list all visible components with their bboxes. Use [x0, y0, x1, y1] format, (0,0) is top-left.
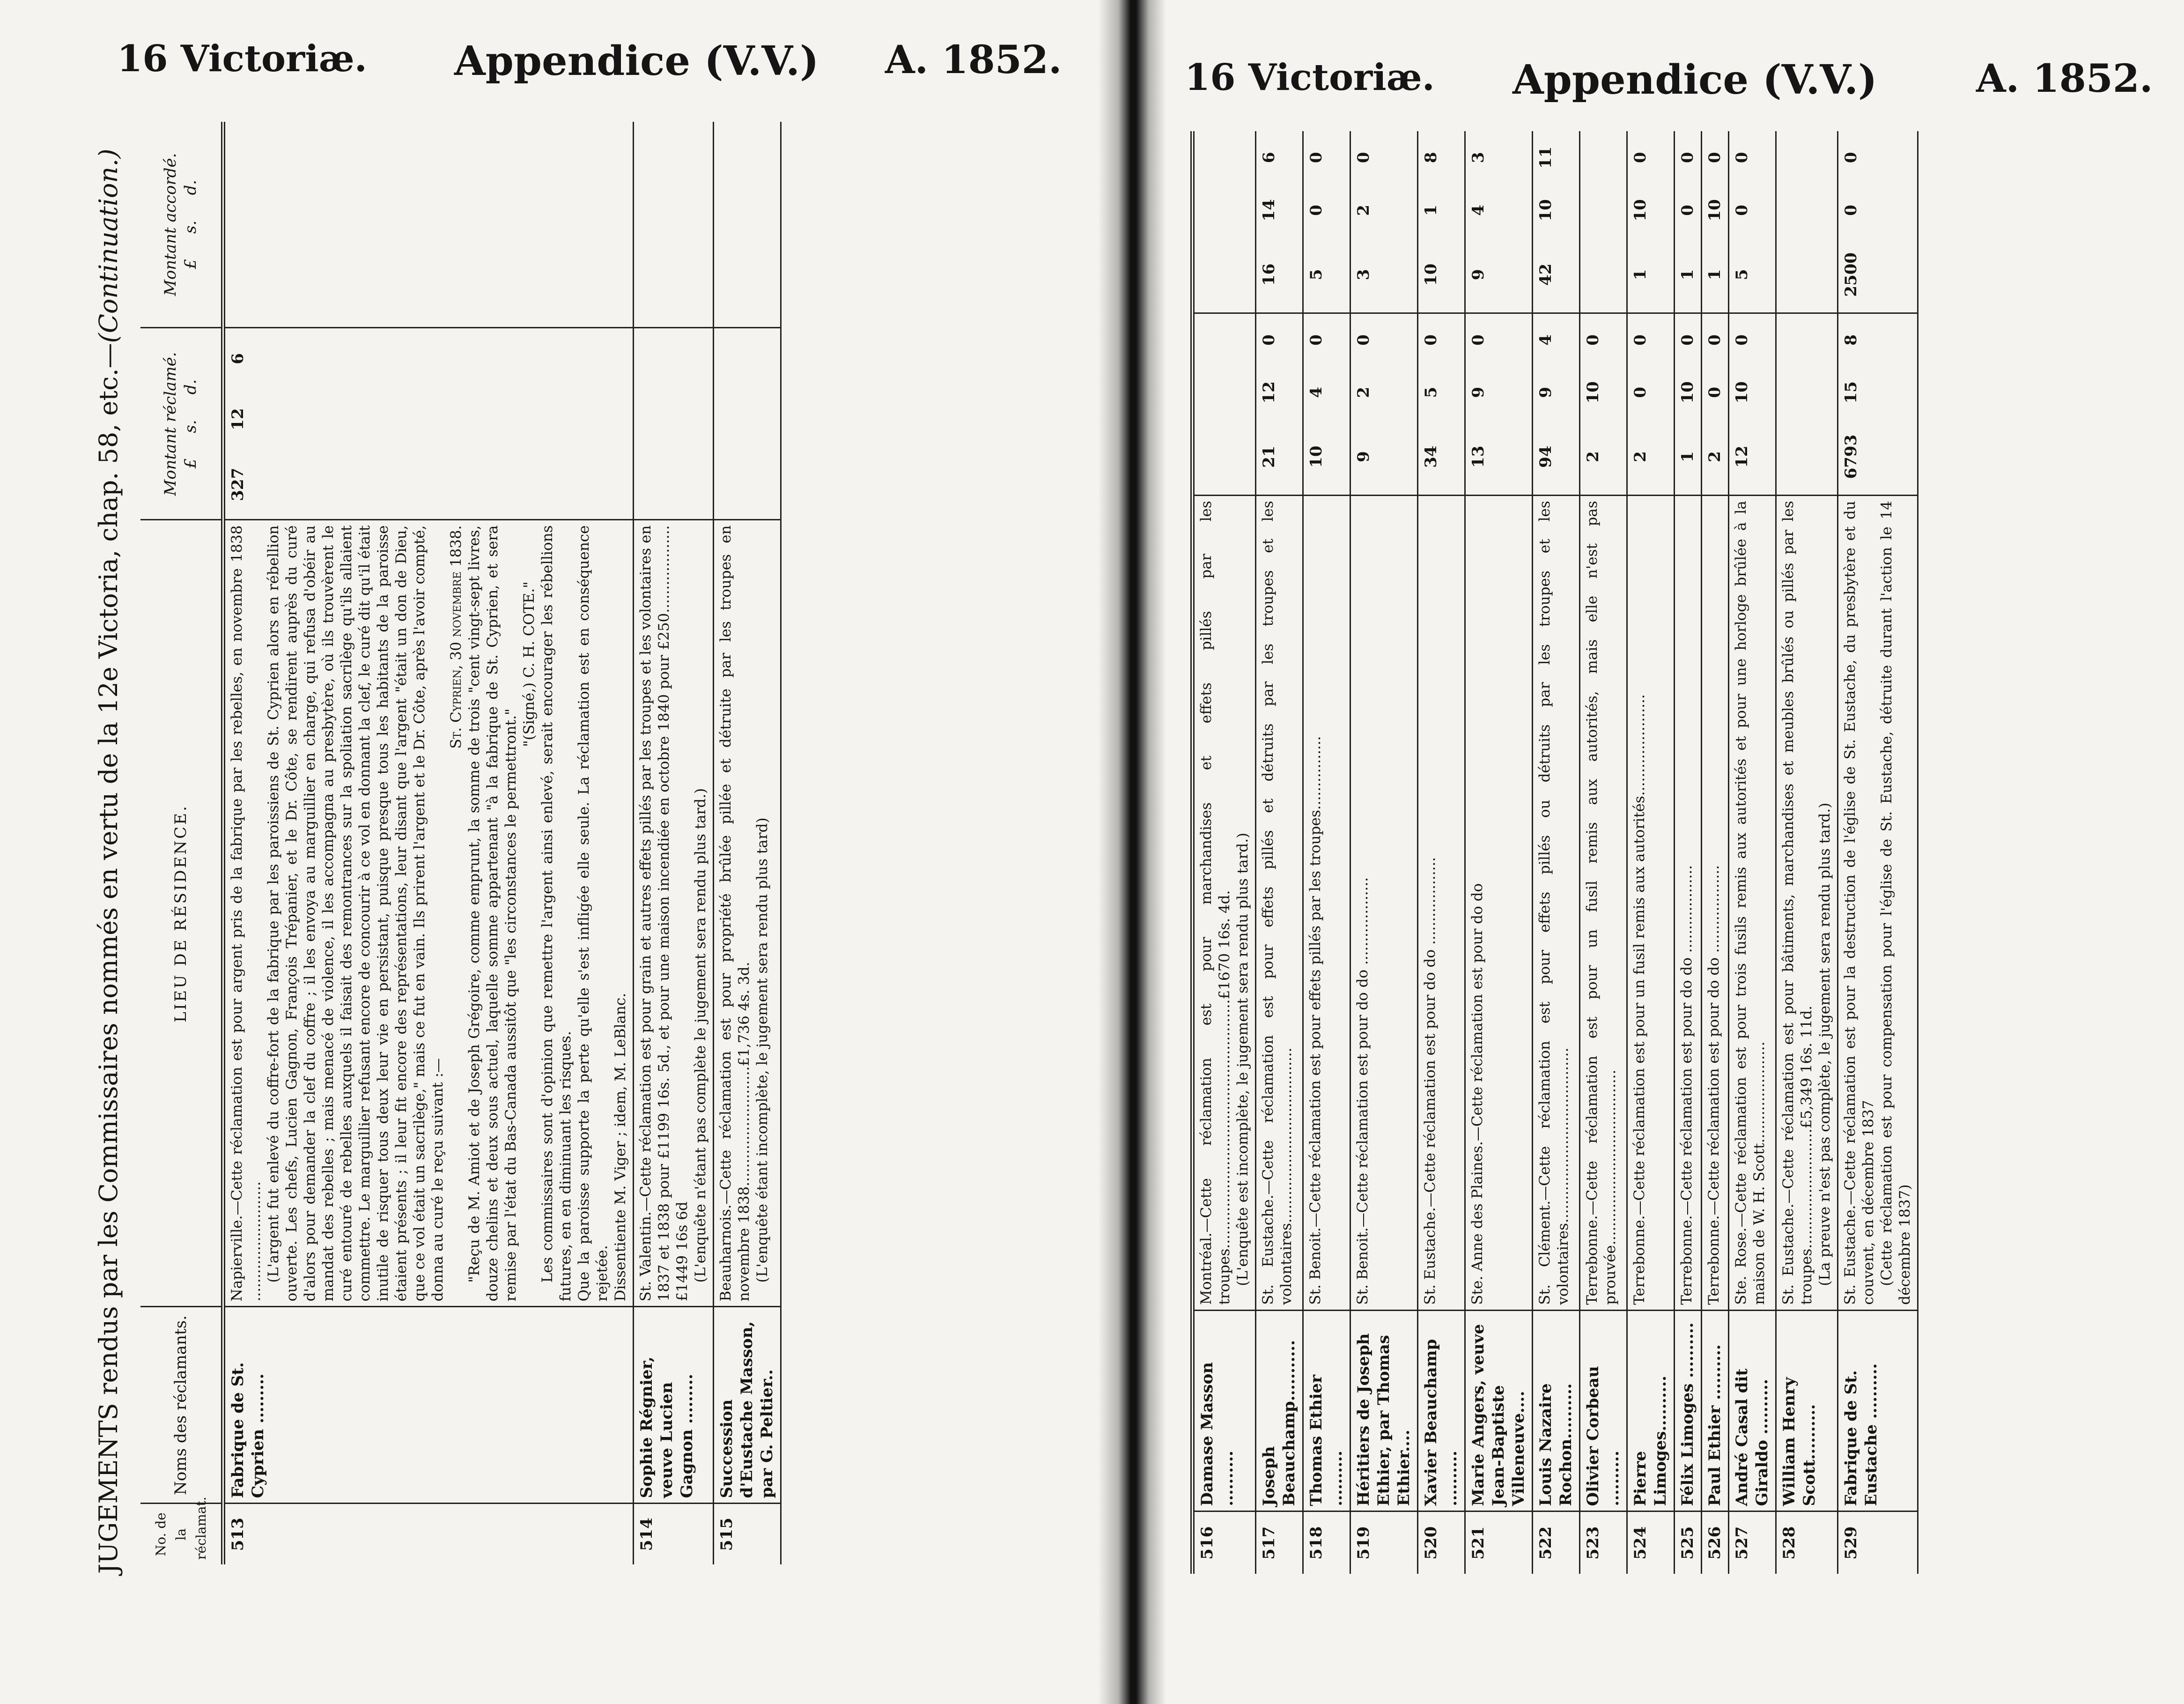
table-row [1350, 131, 1418, 1574]
claimant-name: Paul Ethier .......... [1702, 1310, 1729, 1511]
claimed-shillings: 15 [1842, 381, 1860, 404]
claimed-pounds: 34 [1422, 445, 1440, 468]
claimed-pounds [634, 450, 714, 520]
col-header-residence: LIEU DE RÉSIDENCE. [140, 520, 223, 1307]
claimant-name: André Casal dit Giraldo .......... [1729, 1310, 1776, 1511]
claimed-pounds: 327 [229, 467, 247, 501]
caption-text: JUGEMENTS rendus par les Commissaires nommés en vertu de la 12e Victoria, chap. 58, etc.— [94, 343, 123, 1574]
claim-number: 519 [1350, 1511, 1418, 1574]
desc-line: (L'enquête étant incomplète, le jugement sera rendu plus tard) [754, 817, 771, 1283]
granted-pounds: 5 [1733, 269, 1751, 281]
granted-pence: 11 [1536, 146, 1555, 169]
col-header-claimed [140, 328, 223, 520]
granted-shillings: 0 [1733, 205, 1751, 216]
granted-pounds: 9 [1469, 269, 1488, 281]
residence-description [1776, 496, 1838, 1311]
claimed-pounds: 2 [1631, 451, 1650, 462]
desc-line: St. Valentin.—Cette réclamation est pour grain et autres effets pillés par les troupes et les volontaires en 1837 et 1838 pour £1199 16s. 5d., et pour une maison incendiée en octobre 1840 pour £250...................£1449 16s 6d [637, 525, 691, 1302]
desc-line: St. Benoit.—Cette réclamation est pour do do ................... [1354, 877, 1371, 1305]
claim-number: 523 [1580, 1511, 1627, 1574]
claimed-pence: 0 [1465, 313, 1533, 366]
granted-pounds [1580, 237, 1627, 313]
residence-description [634, 520, 714, 1307]
desc-line: "(Signé,) C. H. COTE." [521, 581, 538, 747]
desc-line: Ste. Anne des Plaines.—Cette réclamation est pour do do [1469, 883, 1486, 1305]
table-row [1533, 131, 1580, 1574]
claimed-shillings [1776, 366, 1838, 419]
desc-line: Terrebonne.—Cette réclamation est pour un fusil remis aux autorités...................... [1631, 694, 1648, 1305]
claim-number: 524 [1627, 1511, 1675, 1574]
table-row [1675, 131, 1702, 1574]
left-page-header [117, 37, 1062, 89]
claimed-shillings: 0 [1705, 386, 1724, 398]
table-row [1303, 131, 1350, 1574]
granted-pence: 0 [1705, 152, 1724, 163]
granted-shillings [1580, 184, 1627, 237]
table-caption [94, 148, 123, 1574]
claimed-shillings: 10 [1733, 381, 1751, 404]
desc-line: (Cette réclamation est pour compensation pour l'église de St. Eustache, détruite durant l'action le 14 décembre 1837) [1878, 501, 1913, 1305]
claimed-pence: 4 [1533, 313, 1580, 366]
granted-pounds [634, 258, 714, 328]
claimed-pounds: 94 [1536, 445, 1555, 468]
granted-pounds: 1 [1705, 269, 1724, 281]
desc-line: St. Cyprien, 30 novembre 1838. [448, 525, 465, 749]
claimed-pounds: 13 [1469, 445, 1488, 468]
granted-pence: 0 [1307, 152, 1326, 163]
residence-description [1675, 496, 1702, 1311]
claimed-pence: 0 [1675, 313, 1702, 366]
granted-shillings: 10 [1631, 199, 1650, 222]
desc-line: Terrebonne.—Cette réclamation est pour do do ................... [1678, 865, 1695, 1305]
claim-number: 517 [1256, 1511, 1303, 1574]
residence-description [1702, 496, 1729, 1311]
residence-description [1465, 496, 1533, 1311]
judgement-table-left [140, 122, 782, 1564]
granted-pence [1776, 131, 1838, 184]
granted-pounds: 3 [1354, 269, 1373, 281]
desc-line: Beauharnois.—Cette réclamation est pour propriété brûlée pillée et détruite par les troupes en novembre 1838..........................£1,736 4s. 3d. [717, 525, 753, 1302]
claim-number: 525 [1675, 1511, 1702, 1574]
desc-line: St. Eustache.—Cette réclamation est pour effets pillés et détruits par les troupes et les volontaires...................................... [1260, 501, 1295, 1305]
claimed-pence: 0 [1627, 313, 1675, 366]
granted-pence [714, 122, 781, 192]
claimed-shillings: 2 [1354, 386, 1373, 398]
claimed-pence: 0 [1418, 313, 1465, 366]
claimed-pence [1193, 313, 1256, 366]
granted-pence: 0 [1842, 152, 1860, 163]
claim-number: 515 [714, 1504, 781, 1564]
desc-line: St. Eustache.—Cette réclamation est pour la destruction de l'église de St. Eustache, du presbytère et du couvent, en décembre 1837 [1842, 501, 1877, 1305]
claim-number: 528 [1776, 1511, 1838, 1574]
granted-shillings: 1 [1422, 205, 1440, 216]
table-row [1256, 131, 1303, 1574]
claimed-pence [1776, 313, 1838, 366]
claimed-pence [714, 328, 781, 389]
granted-pounds: 2500 [1842, 252, 1860, 297]
claimed-shillings: 10 [1584, 381, 1602, 404]
claimed-shillings: 0 [1631, 386, 1650, 398]
residence-description [1418, 496, 1465, 1311]
claimed-pounds: 6793 [1842, 434, 1860, 479]
table-row [1465, 131, 1533, 1574]
granted-shillings [1776, 184, 1838, 237]
table-row [223, 122, 634, 1564]
header-appendix: Appendice (V.V.) [454, 37, 819, 85]
claimed-shillings: 5 [1422, 386, 1440, 398]
table-row [1838, 131, 1918, 1574]
claim-number: 520 [1418, 1511, 1465, 1574]
col-header-granted [140, 122, 223, 328]
granted-pence: 3 [1469, 152, 1488, 163]
claim-number: 529 [1838, 1511, 1918, 1574]
claimed-shillings [634, 389, 714, 450]
claimed-pence [634, 328, 714, 389]
claim-number: 526 [1702, 1511, 1729, 1574]
desc-line: (L'argent fut enlevé du coffre-fort de la fabrique par les paroissiens de St. Cyprien alors en rébellion ouverte. Les chefs, Lucien Gagnon, François Trépanier, et le Dr. Côte, se rendirent auprès du curé d'alors pour demander la clef du coffre ; il les envoya au marguillier en charge, qui refusa d'obéir au mandat des rebelles ; mais menacé de violence, il les accompagna au presbytère, où ils trouvèrent le curé entouré de rebelles auxquels il faisait des remontrances sur la spoliation sacrilège qu'ils allaient commettre. Le marguillier refusant encore de concourir à ce vol en donnant la clef, le curé dit qu'il était inutile de risquer tous deux leur vie en persistant, puisque presque tous les habitants de la paroisse étaient présents ; il leur fit encore des représentations, leur disant que l'argent "était un don de Dieu, que ce vol était un sacrilège," mais ce fut en vain. Ils prirent l'argent et le Dr. Côte, après l'avoir compté, donna au curé le reçu suivant :— [265, 525, 446, 1302]
desc-line: (L'enquête est incomplète, le jugement sera rendu plus tard.) [1234, 832, 1251, 1286]
granted-pence: 0 [1354, 152, 1373, 163]
claimed-shillings: 4 [1307, 386, 1326, 398]
residence-description [1303, 496, 1350, 1311]
granted-pounds: 42 [1536, 263, 1555, 286]
claimant-name: Olivier Corbeau .......... [1580, 1310, 1627, 1511]
desc-line: St. Benoit.—Cette réclamation est pour effets pillés par les troupes................ [1307, 736, 1324, 1305]
granted-pence [1193, 131, 1256, 184]
claimant-name: Félix Limoges .......... [1675, 1310, 1702, 1511]
claimant-name: Damase Masson .......... [1193, 1310, 1256, 1511]
table-row [1627, 131, 1675, 1574]
desc-line: Terrebonne.—Cette réclamation est pour un fusil remis aux autorités, mais elle n'est pas prouvée...................................... [1584, 501, 1619, 1305]
granted-shillings: 10 [1705, 199, 1724, 222]
table-row [634, 122, 714, 1564]
claimed-pence: 0 [1256, 313, 1303, 366]
book-gutter [1098, 0, 1166, 1704]
granted-shillings [1193, 184, 1256, 237]
col-header-no: No. de la réclamat. [140, 1504, 223, 1564]
granted-pence [223, 122, 634, 192]
granted-shillings: 10 [1536, 199, 1555, 222]
granted-pence: 0 [1733, 152, 1751, 163]
claim-number: 521 [1465, 1511, 1533, 1574]
claimant-name: Thomas Ethier .......... [1303, 1310, 1350, 1511]
claim-number: 522 [1533, 1511, 1580, 1574]
desc-line: Montréal.—Cette réclamation est pour marchandises et effets pillés par les troupes......................................................£1670 16s. 4d. [1198, 501, 1233, 1305]
right-page [1161, 0, 2184, 1704]
claimant-name: Marie Angers, veuve Jean-Baptiste Villeneuve.... [1465, 1310, 1533, 1511]
desc-line: (La preuve n'est pas complète, le jugement sera rendu plus tard.) [1816, 802, 1833, 1286]
header-victoria: 16 Victoriæ. [117, 37, 367, 80]
header-year: A. 1852. [885, 37, 1062, 82]
desc-line: (L'enquête n'étant pas complète le jugement sera rendu plus tard.) [692, 788, 709, 1283]
claimant-name: William Henry Scott.......... [1776, 1310, 1838, 1511]
residence-description [1729, 496, 1776, 1311]
claim-number: 514 [634, 1504, 714, 1564]
granted-pounds [1193, 237, 1256, 313]
granted-shillings [223, 192, 634, 258]
table-row [1193, 131, 1256, 1574]
desc-line: Ste. Rose.—Cette réclamation est pour trois fusils remis aux autorités et pour une horloge brûlée à la maison de W. H. Scott...................... [1733, 501, 1768, 1305]
claimed-shillings [714, 389, 781, 450]
granted-shillings: 14 [1260, 199, 1278, 222]
granted-pounds [714, 258, 781, 328]
claimed-pounds [1193, 419, 1256, 496]
table-row [1729, 131, 1776, 1574]
claimant-name: Succession d'Eustache Masson, par G. Peltier.. [714, 1307, 781, 1504]
claimed-pounds: 2 [1705, 451, 1724, 462]
claimed-pence: 8 [1838, 313, 1918, 366]
table-row [1418, 131, 1465, 1574]
claimed-pounds: 9 [1354, 451, 1373, 462]
claimant-name: Joseph Beauchamp........... [1256, 1310, 1303, 1511]
claimant-name: Héritiers de Joseph Ethier, par Thomas Ethier.... [1350, 1310, 1418, 1511]
header-victoria: 16 Victoriæ. [1185, 56, 1435, 99]
claimed-shillings: 9 [1536, 386, 1555, 398]
residence-description [714, 520, 781, 1307]
desc-line: Dissentiente M. Viger ; idem, M. LeBlanc. [612, 993, 629, 1302]
desc-line: Terrebonne.—Cette réclamation est pour do do ................... [1705, 865, 1722, 1305]
granted-shillings: 4 [1469, 205, 1488, 216]
desc-line: St. Clément.—Cette réclamation est pour effets pillés ou détruits par les troupes et les volontaires...................................... [1536, 501, 1572, 1305]
table-row [1580, 131, 1627, 1574]
residence-description [1256, 496, 1303, 1311]
residence-description [1838, 496, 1918, 1311]
residence-description [223, 520, 634, 1307]
claimant-name: Sophie Régnier, veuve Lucien Gagnon ......... [634, 1307, 714, 1504]
right-page-header [1185, 56, 2153, 108]
granted-pence: 6 [1260, 152, 1278, 163]
granted-pence [634, 122, 714, 192]
claimed-pence: 0 [1729, 313, 1776, 366]
claimed-shillings: 9 [1469, 386, 1488, 398]
table-row [1776, 131, 1838, 1574]
claimed-shillings [1193, 366, 1256, 419]
col-header-name: Noms des réclamants. [140, 1307, 223, 1504]
residence-description [1580, 496, 1627, 1311]
claimed-pence: 6 [223, 328, 634, 389]
granted-pounds: 10 [1422, 263, 1440, 286]
claim-number: 518 [1303, 1511, 1350, 1574]
claimed-pounds: 12 [1733, 445, 1751, 468]
granted-pounds: 16 [1260, 263, 1278, 286]
desc-line: Que la paroisse supporte la perte qu'elle s'est infligée elle seule. La réclamation est en conséquence rejetée. [576, 525, 611, 1302]
claimed-pounds: 10 [1307, 445, 1326, 468]
granted-pence: 0 [1631, 152, 1650, 163]
desc-line: "Reçu de M. Amiot et de Joseph Grégoire, comme emprunt, la somme de trois "cent vingt-sept livres, douze chelins et deux sous actuel, laquelle somme appartenant "à la fabrique de St. Cyprien, et sera remise par l'état du Bas-Canada aussitôt que "les circonstances le permettront." [466, 525, 519, 1302]
claimed-pounds [714, 450, 781, 520]
col-pound: £ [181, 259, 200, 269]
table-row [714, 122, 781, 1564]
granted-shillings [634, 192, 714, 258]
residence-description [1350, 496, 1418, 1311]
granted-shillings [714, 192, 781, 258]
claimant-name: Fabrique de St. Eustache .......... [1838, 1310, 1918, 1511]
claimed-pounds: 2 [1584, 451, 1602, 462]
granted-shillings: 0 [1842, 205, 1860, 216]
claimant-name: Pierre Limoges.......... [1627, 1310, 1675, 1511]
col-shilling: s. [181, 420, 200, 433]
col-shilling: s. [181, 220, 200, 234]
header-appendix: Appendice (V.V.) [1513, 56, 1877, 104]
col-pence: d. [181, 179, 200, 195]
col-header-claimed-label: Montant réclamé. [161, 352, 180, 496]
granted-pounds: 1 [1631, 269, 1650, 281]
claimed-shillings: 10 [1678, 381, 1697, 404]
claimed-pounds [1776, 419, 1838, 496]
residence-description [1533, 496, 1580, 1311]
residence-description [1193, 496, 1256, 1311]
header-year: A. 1852. [1976, 56, 2153, 101]
claim-number: 513 [223, 1504, 634, 1564]
claim-number: 516 [1193, 1511, 1256, 1574]
claimant-name: Xavier Beauchamp .......... [1418, 1310, 1465, 1511]
granted-pence: 8 [1422, 152, 1440, 163]
granted-pounds: 5 [1307, 269, 1326, 281]
col-pound: £ [181, 458, 200, 469]
residence-description [1627, 496, 1675, 1311]
desc-line: Napierville.—Cette réclamation est pour argent pris de la fabrique par les rebelles, en novembre 1838 .......................... [229, 525, 264, 1302]
claimed-shillings: 12 [1260, 381, 1278, 404]
granted-pounds [223, 258, 634, 328]
claimed-pence: 0 [1580, 313, 1627, 366]
col-pence: d. [181, 379, 200, 395]
claimed-pounds: 1 [1678, 451, 1697, 462]
claimed-pence: 0 [1702, 313, 1729, 366]
claimant-name: Fabrique de St. Cyprien ......... [223, 1307, 634, 1504]
desc-line: St. Eustache.—Cette réclamation est pour bâtiments, marchandises et meubles brûlés ou pillés par les troupes..........................£5,349 16s. 11d. [1780, 501, 1815, 1305]
judgement-table-right [1189, 131, 1918, 1574]
desc-line: St. Eustache.—Cette réclamation est pour do do ................... [1422, 857, 1439, 1305]
granted-shillings: 0 [1307, 205, 1326, 216]
claimant-name: Louis Nazaire Rochon.......... [1533, 1310, 1580, 1511]
granted-pence [1580, 131, 1627, 184]
claim-number: 527 [1729, 1511, 1776, 1574]
claimed-pence: 0 [1303, 313, 1350, 366]
desc-line: Les commissaires sont d'opinion que remettre l'argent ainsi enlevé, serait encourager les rébellions futures, en en diminuant les risques. [539, 525, 574, 1302]
col-header-granted-label: Montant accordé. [161, 153, 180, 296]
granted-pence: 0 [1678, 152, 1697, 163]
granted-pounds [1776, 237, 1838, 313]
left-table-wrapper [140, 122, 782, 1564]
claimed-pence: 0 [1350, 313, 1418, 366]
claimed-pounds: 21 [1260, 445, 1278, 468]
caption-continuation: (Continuation.) [94, 148, 123, 343]
right-table-wrapper [1189, 131, 1918, 1574]
claimed-shillings: 12 [229, 408, 247, 430]
granted-pounds: 1 [1678, 269, 1697, 281]
granted-shillings: 0 [1678, 205, 1697, 216]
table-row [1702, 131, 1729, 1574]
granted-shillings: 2 [1354, 205, 1373, 216]
